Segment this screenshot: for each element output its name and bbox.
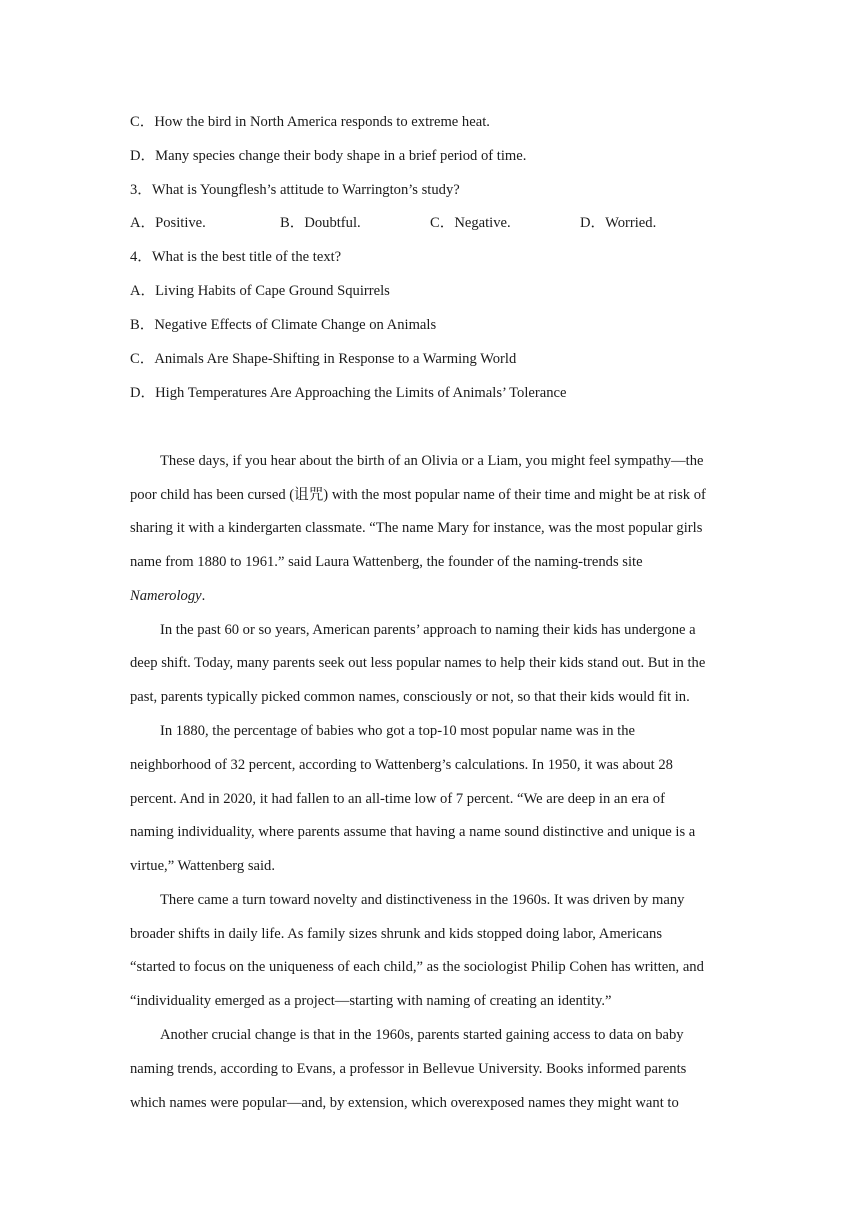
option-letter: C． xyxy=(130,114,155,130)
q4-option-c: C．Animals Are Shape-Shifting in Response to a Warming World xyxy=(130,351,517,367)
q3-stem: 3．What is Youngflesh’s attitude to Warrington’s study? xyxy=(130,182,460,198)
passage-line: In the past 60 or so years, American parents’ approach to naming their kids has undergone a xyxy=(160,622,696,638)
passage-line: virtue,” Wattenberg said. xyxy=(130,858,275,874)
option-text: How the bird in North America responds to extreme heat. xyxy=(154,114,490,130)
q2-option-c xyxy=(130,113,490,131)
period: . xyxy=(201,588,206,604)
passage-line: naming trends, according to Evans, a professor in Bellevue University. Books informed parents xyxy=(130,1061,687,1077)
q3-option-a: A．Positive. xyxy=(130,215,206,231)
option-text: Many species change their body shape in a brief period of time. xyxy=(155,148,527,164)
passage-line: naming individuality, where parents assume that having a name sound distinctive and unique is a xyxy=(130,824,696,840)
passage-line: “individuality emerged as a project—starting with naming of creating an identity.” xyxy=(130,993,612,1009)
option-letter: D． xyxy=(130,148,156,164)
passage-line: name from 1880 to 1961.” said Laura Wattenberg, the founder of the naming-trends site xyxy=(130,554,643,570)
q3-option-c: C．Negative. xyxy=(430,215,511,231)
passage-line: There came a turn toward novelty and distinctiveness in the 1960s. It was driven by many xyxy=(160,892,685,908)
passage-line: “started to focus on the uniqueness of each child,” as the sociologist Philip Cohen has written, and xyxy=(130,959,704,975)
passage-line: deep shift. Today, many parents seek out less popular names to help their kids stand out. But in the xyxy=(130,655,706,671)
q4-option-b: B．Negative Effects of Climate Change on Animals xyxy=(130,317,437,333)
passage-line: sharing it with a kindergarten classmate. “The name Mary for instance, was the most popular girls xyxy=(130,520,703,536)
site-name: Namerology xyxy=(130,588,202,604)
passage-line: percent. And in 2020, it had fallen to an all-time low of 7 percent. “We are deep in an era of xyxy=(130,791,665,807)
passage-line: neighborhood of 32 percent, according to Wattenberg’s calculations. In 1950, it was about 28 xyxy=(130,757,673,773)
passage-line: These days, if you hear about the birth of an Olivia or a Liam, you might feel sympathy—the xyxy=(160,453,704,469)
passage-line: broader shifts in daily life. As family sizes shrunk and kids stopped doing labor, Americans xyxy=(130,926,662,942)
passage-line: In 1880, the percentage of babies who got a top-10 most popular name was in the xyxy=(160,723,635,739)
q4-option-a: A．Living Habits of Cape Ground Squirrels xyxy=(130,283,390,299)
q3-options xyxy=(130,214,730,232)
q3-option-b: B．Doubtful. xyxy=(280,215,361,231)
q4-option-d: D．High Temperatures Are Approaching the Limits of Animals’ Tolerance xyxy=(130,385,567,401)
passage-line: past, parents typically picked common names, consciously or not, so that their kids would fit in. xyxy=(130,689,690,705)
q3-option-d: D．Worried. xyxy=(580,215,657,231)
q2-option-d xyxy=(130,147,526,165)
q4-stem: 4．What is the best title of the text? xyxy=(130,249,342,265)
passage-line: poor child has been cursed (诅咒) with the most popular name of their time and might be at risk of xyxy=(130,487,706,503)
passage-line xyxy=(130,587,205,605)
passage-line: Another crucial change is that in the 1960s, parents started gaining access to data on baby xyxy=(160,1027,684,1043)
passage-line: which names were popular—and, by extension, which overexposed names they might want to xyxy=(130,1095,679,1111)
